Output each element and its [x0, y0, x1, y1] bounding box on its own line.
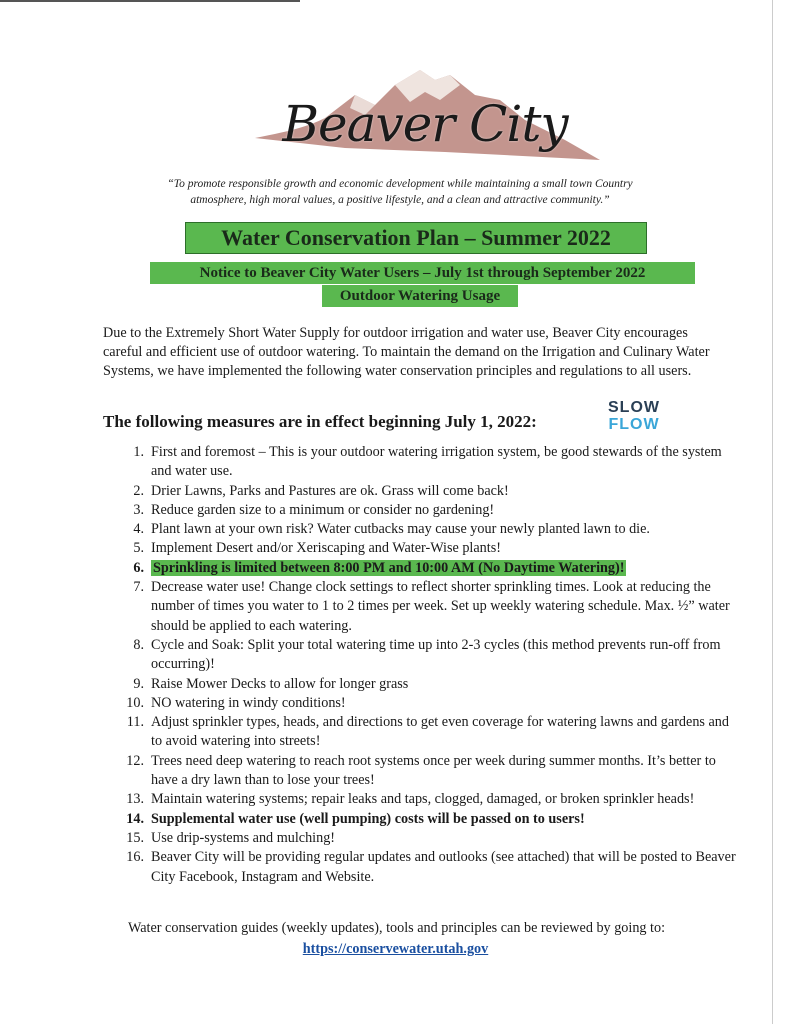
- item-number: 13.: [126, 791, 144, 808]
- item-text: First and foremost – This is your outdoor watering irrigation system, be good stewards of the system and water use.: [151, 444, 722, 480]
- conservewater-link[interactable]: https://conservewater.utah.gov: [302, 941, 489, 957]
- list-item: [100, 636, 740, 675]
- list-item: [100, 713, 740, 752]
- list-item: [100, 501, 740, 520]
- measures-heading: The following measures are in effect beginning July 1, 2022:: [103, 412, 537, 431]
- list-item: [100, 675, 740, 694]
- usage-banner: Outdoor Watering Usage: [322, 285, 518, 307]
- beaver-city-logo: [245, 60, 605, 170]
- page-edge-line: [772, 0, 773, 1024]
- list-item: [100, 578, 740, 636]
- item-text: Cycle and Soak: Split your total watering time up into 2-3 cycles (this method prevents run-off from occurring)!: [151, 636, 721, 673]
- item-number: 15.: [126, 829, 144, 846]
- item-text: Supplemental water use (well pumping) costs will be passed on to users!: [151, 810, 585, 827]
- list-item: [100, 694, 740, 713]
- item-number: 7.: [133, 579, 144, 596]
- item-text: Implement Desert and/or Xeriscaping and Water-Wise plants!: [151, 540, 501, 557]
- item-text: Adjust sprinkler types, heads, and directions to get even coverage for watering lawns and gardens and to avoid watering into streets!: [151, 714, 729, 750]
- item-text: Maintain watering systems; repair leaks and taps, clogged, damaged, or broken sprinkler heads!: [151, 791, 695, 808]
- item-number: 9.: [133, 675, 144, 692]
- item-number: 11.: [126, 714, 144, 731]
- item-text: Trees need deep watering to reach root systems once per week during summer months. It’s better to have a dry lawn than to lose your trees!: [151, 752, 716, 789]
- measures-list: [100, 443, 740, 887]
- item-text: Beaver City will be providing regular updates and outlooks (see attached) that will be posted to Beaver City Facebook, Instagram and Website.: [151, 849, 736, 885]
- list-item: [100, 848, 740, 887]
- item-text: Plant lawn at your own risk? Water cutbacks may cause your newly planted lawn to die.: [151, 521, 650, 538]
- item-text: Use drip-systems and mulching!: [151, 829, 336, 846]
- list-item: [100, 539, 740, 558]
- item-number: 12.: [126, 752, 144, 769]
- slow-the-flow-badge: [603, 400, 665, 438]
- item-number: 4.: [133, 521, 144, 538]
- notice-banner: Notice to Beaver City Water Users – July 1st through September 2022: [150, 262, 695, 284]
- list-item-bold: [100, 810, 740, 829]
- list-item: [100, 790, 740, 809]
- top-rule: [0, 0, 300, 2]
- item-number: 5.: [133, 540, 144, 557]
- city-name: Beaver City: [282, 95, 568, 153]
- city-motto: “To promote responsible growth and economic development while maintaining a small town Country atmosphere, high moral values, a positive lifestyle, and a clean and attractive community.”: [167, 178, 633, 206]
- plan-title-banner: Water Conservation Plan – Summer 2022: [185, 222, 647, 254]
- item-text: Reduce garden size to a minimum or consider no gardening!: [151, 501, 495, 518]
- item-number: 6.: [133, 559, 144, 576]
- item-text: Drier Lawns, Parks and Pastures are ok. Grass will come back!: [151, 482, 509, 499]
- item-number: 16.: [126, 849, 144, 866]
- list-item: [100, 829, 740, 848]
- item-text: Sprinkling is limited between 8:00 PM and 10:00 AM (No Daytime Watering)!: [153, 559, 625, 576]
- list-item: [100, 520, 740, 539]
- list-item: [100, 752, 740, 791]
- list-item: [100, 443, 740, 482]
- list-item: [100, 482, 740, 501]
- item-number: 10.: [126, 694, 144, 711]
- flow-text: FLOW: [608, 416, 660, 433]
- item-number: 2.: [133, 482, 144, 499]
- item-number: 1.: [133, 444, 144, 460]
- item-number: 14.: [126, 810, 144, 827]
- item-number: 3.: [133, 501, 144, 518]
- intro-paragraph: Due to the Extremely Short Water Supply for outdoor irrigation and water use, Beaver City encourages careful and efficient use of outdoor watering. To maintain the demand on the Irrigation and Culinary Water Systems, we have implemented the following water conservation principles and regulations to all users.: [103, 325, 710, 379]
- footer-note: Water conservation guides (weekly updates), tools and principles can be reviewed by going to:: [128, 920, 666, 936]
- item-number: 8.: [133, 636, 144, 653]
- slow-text: SLOW: [608, 399, 660, 416]
- item-text: Raise Mower Decks to allow for longer grass: [151, 675, 409, 692]
- item-text: NO watering in windy conditions!: [151, 694, 346, 711]
- list-item-highlighted: [100, 559, 740, 578]
- item-text: Decrease water use! Change clock settings to reflect shorter sprinkling times. Look at reducing the number of times you water to 1 to 2 times per week. Set up weekly watering schedule. Max. ½” water should be applied to each watering.: [151, 579, 730, 634]
